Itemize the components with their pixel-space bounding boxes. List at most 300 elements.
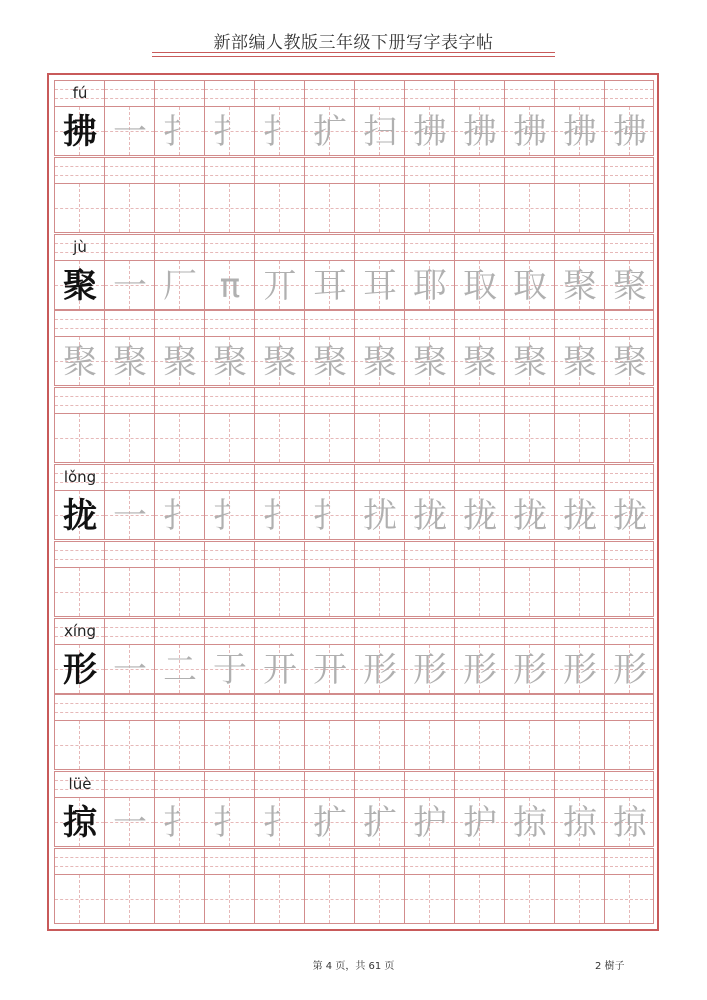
tianzige-cell (54, 874, 104, 924)
pinyin-cell (104, 694, 154, 720)
pinyin-cell (604, 694, 654, 720)
character-row (54, 797, 652, 847)
pinyin-cell (204, 310, 254, 336)
tianzige-cell (154, 874, 204, 924)
pinyin-cell (154, 618, 204, 644)
pinyin-cell (254, 234, 304, 260)
trace-character: 拢 (413, 496, 447, 536)
tianzige-cell (404, 260, 454, 310)
tianzige-cell (104, 720, 154, 770)
trace-character: 聚 (63, 342, 97, 383)
pinyin-cell (504, 771, 554, 797)
tianzige-cell (554, 490, 604, 540)
trace-character: 聚 (563, 342, 597, 383)
tianzige-cell (304, 336, 354, 386)
practice-row (54, 387, 652, 463)
tianzige-cell (504, 490, 554, 540)
tianzige-cell (404, 644, 454, 694)
trace-character: 扰 (363, 496, 397, 536)
pinyin-guide-row (54, 387, 652, 413)
tianzige-cell (54, 413, 104, 463)
trace-character: 一 (113, 265, 147, 306)
trace-character: 形 (463, 649, 497, 690)
practice-row (54, 771, 652, 847)
tianzige-cell (204, 106, 254, 156)
trace-character: π (219, 265, 241, 306)
trace-character: 形 (363, 649, 397, 690)
pinyin-cell (604, 157, 654, 183)
trace-character: 护 (463, 803, 497, 844)
pinyin-cell (204, 694, 254, 720)
pinyin-cell (104, 80, 154, 106)
pinyin-cell (304, 310, 354, 336)
character-row (54, 260, 652, 310)
practice-row (54, 848, 652, 924)
trace-character: 一 (113, 112, 147, 152)
pinyin-cell (354, 541, 404, 567)
tianzige-cell (554, 720, 604, 770)
trace-character: 聚 (613, 342, 647, 383)
pinyin-guide-row (54, 234, 652, 260)
tianzige-cell (354, 413, 404, 463)
practice-row (54, 618, 652, 694)
pinyin-cell (104, 771, 154, 797)
pinyin-label: jù (73, 237, 87, 256)
pinyin-cell (204, 157, 254, 183)
tianzige-cell (354, 106, 404, 156)
tianzige-cell (454, 413, 504, 463)
tianzige-cell (554, 797, 604, 847)
tianzige-cell (304, 413, 354, 463)
character-row (54, 720, 652, 770)
trace-character: 拢 (613, 496, 647, 536)
pinyin-cell (354, 387, 404, 413)
trace-character: 形 (613, 649, 647, 690)
tianzige-cell (254, 720, 304, 770)
trace-character: 拂 (563, 112, 597, 152)
tianzige-cell (554, 260, 604, 310)
tianzige-cell (204, 260, 254, 310)
tianzige-cell (154, 183, 204, 233)
pinyin-cell (604, 234, 654, 260)
trace-character: 聚 (413, 342, 447, 383)
pinyin-cell (554, 694, 604, 720)
pinyin-cell (104, 387, 154, 413)
pinyin-cell (154, 80, 204, 106)
trace-character: 取 (513, 265, 547, 306)
pinyin-cell (154, 694, 204, 720)
pinyin-guide-row (54, 848, 652, 874)
pinyin-cell (404, 694, 454, 720)
pinyin-cell (354, 848, 404, 874)
tianzige-cell (354, 567, 404, 617)
pinyin-cell (504, 234, 554, 260)
pinyin-cell (304, 157, 354, 183)
pinyin-cell (104, 541, 154, 567)
trace-character: 聚 (263, 342, 297, 383)
pinyin-cell (604, 618, 654, 644)
pinyin-cell (254, 541, 304, 567)
pinyin-cell (504, 387, 554, 413)
tianzige-cell (454, 336, 504, 386)
trace-character: 拢 (513, 496, 547, 536)
tianzige-cell (604, 490, 654, 540)
tianzige-cell (454, 874, 504, 924)
pinyin-cell (404, 157, 454, 183)
trace-character: 聚 (363, 342, 397, 383)
tianzige-cell (354, 720, 404, 770)
tianzige-cell (604, 874, 654, 924)
trace-character: 形 (513, 649, 547, 690)
tianzige-cell (404, 336, 454, 386)
tianzige-cell (404, 106, 454, 156)
pinyin-cell (254, 80, 304, 106)
tianzige-cell (104, 106, 154, 156)
pinyin-cell (54, 618, 104, 644)
tianzige-cell (604, 183, 654, 233)
pinyin-label: lǒng (63, 468, 97, 486)
model-character: 拢 (63, 496, 97, 536)
pinyin-cell (554, 541, 604, 567)
tianzige-cell (404, 490, 454, 540)
tianzige-cell (454, 490, 504, 540)
tianzige-cell (554, 106, 604, 156)
tianzige-cell (254, 874, 304, 924)
pinyin-cell (604, 771, 654, 797)
tianzige-cell (604, 336, 654, 386)
pinyin-cell (54, 387, 104, 413)
trace-character: 聚 (463, 342, 497, 383)
tianzige-cell (554, 413, 604, 463)
tianzige-cell (504, 413, 554, 463)
tianzige-cell (604, 644, 654, 694)
trace-character: 扫 (363, 112, 397, 152)
pinyin-cell (304, 234, 354, 260)
pinyin-cell (354, 771, 404, 797)
model-character: 拂 (63, 112, 97, 152)
trace-character: 耶 (413, 265, 447, 306)
pinyin-guide-row (54, 157, 652, 183)
pinyin-cell (54, 771, 104, 797)
tianzige-cell (204, 490, 254, 540)
pinyin-cell (454, 310, 504, 336)
pinyin-cell (254, 618, 304, 644)
pinyin-cell (404, 848, 454, 874)
tianzige-cell (404, 874, 454, 924)
trace-character: 一 (113, 803, 147, 844)
trace-character: 拂 (513, 112, 547, 152)
tianzige-cell (504, 106, 554, 156)
pinyin-cell (504, 618, 554, 644)
tianzige-cell (504, 183, 554, 233)
tianzige-cell (304, 106, 354, 156)
pinyin-cell (454, 80, 504, 106)
trace-character: 拢 (463, 496, 497, 536)
tianzige-cell (354, 874, 404, 924)
pinyin-cell (354, 157, 404, 183)
trace-character: 扌 (213, 496, 247, 536)
tianzige-cell (54, 490, 104, 540)
pinyin-cell (504, 310, 554, 336)
pinyin-cell (154, 310, 204, 336)
pinyin-cell (204, 387, 254, 413)
pinyin-cell (304, 80, 354, 106)
practice-row (54, 541, 652, 617)
pinyin-cell (204, 771, 254, 797)
trace-character: 于 (213, 649, 247, 690)
trace-character: 拂 (413, 112, 447, 152)
tianzige-cell (104, 260, 154, 310)
tianzige-cell (204, 720, 254, 770)
tianzige-cell (154, 797, 204, 847)
tianzige-cell (304, 260, 354, 310)
tianzige-cell (204, 413, 254, 463)
pinyin-cell (354, 310, 404, 336)
pinyin-cell (204, 541, 254, 567)
pinyin-cell (154, 464, 204, 490)
tianzige-cell (204, 797, 254, 847)
pinyin-cell (604, 464, 654, 490)
pinyin-cell (554, 157, 604, 183)
trace-character: 掠 (513, 803, 547, 844)
pinyin-guide-row (54, 694, 652, 720)
pinyin-cell (554, 387, 604, 413)
trace-character: 聚 (163, 342, 197, 383)
tianzige-cell (604, 567, 654, 617)
pinyin-cell (454, 541, 504, 567)
pinyin-cell (254, 157, 304, 183)
tianzige-cell (54, 183, 104, 233)
practice-row (54, 464, 652, 540)
tianzige-cell (254, 644, 304, 694)
tianzige-cell (104, 336, 154, 386)
tianzige-cell (154, 260, 204, 310)
character-row (54, 106, 652, 156)
tianzige-cell (254, 413, 304, 463)
pinyin-cell (154, 848, 204, 874)
character-row (54, 490, 652, 540)
trace-character: 聚 (213, 342, 247, 383)
trace-character: 扌 (163, 112, 197, 152)
tianzige-cell (504, 644, 554, 694)
trace-character: 取 (463, 265, 497, 306)
pinyin-cell (504, 157, 554, 183)
tianzige-cell (554, 874, 604, 924)
tianzige-cell (204, 336, 254, 386)
tianzige-cell (504, 260, 554, 310)
tianzige-cell (54, 644, 104, 694)
tianzige-cell (154, 644, 204, 694)
pinyin-cell (554, 848, 604, 874)
pinyin-cell (54, 464, 104, 490)
character-row (54, 183, 652, 233)
trace-character: 扌 (213, 112, 247, 152)
pinyin-cell (604, 848, 654, 874)
tianzige-cell (604, 260, 654, 310)
trace-character: 扩 (313, 112, 347, 152)
tianzige-cell (354, 797, 404, 847)
pinyin-cell (454, 387, 504, 413)
pinyin-cell (404, 771, 454, 797)
pinyin-cell (204, 618, 254, 644)
pinyin-cell (204, 80, 254, 106)
tianzige-cell (304, 567, 354, 617)
pinyin-cell (504, 848, 554, 874)
pinyin-cell (504, 80, 554, 106)
tianzige-cell (54, 567, 104, 617)
trace-character: 扌 (213, 803, 247, 844)
tianzige-cell (454, 644, 504, 694)
page-number: 第 4 页，共 61 页 (312, 961, 395, 972)
tianzige-cell (454, 720, 504, 770)
character-row (54, 336, 652, 386)
pinyin-cell (454, 464, 504, 490)
pinyin-cell (304, 541, 354, 567)
tianzige-cell (454, 260, 504, 310)
tianzige-cell (604, 797, 654, 847)
trace-character: 形 (413, 649, 447, 690)
trace-character: 二 (163, 649, 197, 690)
tianzige-cell (254, 260, 304, 310)
pinyin-label: xíng (63, 621, 97, 640)
trace-character: 扌 (163, 803, 197, 844)
tianzige-cell (504, 336, 554, 386)
tianzige-cell (254, 567, 304, 617)
pinyin-cell (254, 771, 304, 797)
tianzige-cell (554, 336, 604, 386)
trace-character: 一 (113, 649, 147, 690)
pinyin-cell (404, 464, 454, 490)
pinyin-cell (304, 771, 354, 797)
trace-character: 护 (413, 803, 447, 844)
tianzige-cell (354, 336, 404, 386)
tianzige-cell (454, 106, 504, 156)
pinyin-cell (104, 310, 154, 336)
tianzige-cell (604, 720, 654, 770)
pinyin-cell (204, 848, 254, 874)
pinyin-cell (354, 80, 404, 106)
tianzige-cell (104, 644, 154, 694)
tianzige-cell (354, 183, 404, 233)
tianzige-cell (354, 490, 404, 540)
trace-character: 耳 (363, 265, 397, 306)
trace-character: 扌 (263, 112, 297, 152)
pinyin-cell (54, 541, 104, 567)
pinyin-label: lüè (68, 775, 92, 794)
trace-character: 扌 (313, 496, 347, 536)
trace-character: 一 (113, 496, 147, 536)
tianzige-cell (354, 644, 404, 694)
tianzige-cell (204, 874, 254, 924)
trace-character: 扌 (263, 496, 297, 536)
tianzige-cell (154, 413, 204, 463)
pinyin-cell (354, 234, 404, 260)
pinyin-cell (454, 694, 504, 720)
pinyin-cell (554, 310, 604, 336)
pinyin-cell (354, 618, 404, 644)
tianzige-cell (554, 183, 604, 233)
pinyin-cell (554, 618, 604, 644)
tianzige-cell (404, 413, 454, 463)
pinyin-cell (404, 310, 454, 336)
character-row (54, 413, 652, 463)
tianzige-cell (304, 644, 354, 694)
page-title: 新部编人教版三年级下册写字表字帖 (213, 33, 494, 53)
pinyin-guide-row (54, 310, 652, 336)
trace-character: 扌 (263, 803, 297, 844)
pinyin-cell (554, 464, 604, 490)
pinyin-cell (354, 694, 404, 720)
trace-character: 拂 (613, 112, 647, 152)
pinyin-cell (554, 234, 604, 260)
tianzige-cell (154, 106, 204, 156)
tianzige-cell (554, 567, 604, 617)
practice-row (54, 234, 652, 310)
tianzige-cell (454, 567, 504, 617)
tianzige-cell (104, 797, 154, 847)
practice-row (54, 80, 652, 156)
title-rule-top (152, 52, 555, 53)
trace-character: 拂 (463, 112, 497, 152)
pinyin-label: fú (72, 84, 88, 102)
trace-character: 聚 (313, 342, 347, 383)
tianzige-cell (54, 336, 104, 386)
pinyin-cell (304, 694, 354, 720)
tianzige-cell (154, 567, 204, 617)
tianzige-cell (304, 720, 354, 770)
pinyin-cell (104, 618, 154, 644)
pinyin-cell (304, 464, 354, 490)
tianzige-cell (154, 336, 204, 386)
tianzige-cell (404, 797, 454, 847)
pinyin-cell (54, 80, 104, 106)
pinyin-cell (504, 464, 554, 490)
tianzige-cell (154, 490, 204, 540)
pinyin-guide-row (54, 541, 652, 567)
tianzige-cell (254, 183, 304, 233)
tianzige-cell (304, 490, 354, 540)
pinyin-cell (154, 387, 204, 413)
pinyin-cell (204, 234, 254, 260)
trace-character: 开 (313, 649, 347, 690)
tianzige-cell (354, 260, 404, 310)
pinyin-cell (54, 234, 104, 260)
tianzige-cell (254, 490, 304, 540)
pinyin-cell (604, 80, 654, 106)
tianzige-cell (504, 567, 554, 617)
pinyin-cell (104, 848, 154, 874)
practice-row (54, 310, 652, 386)
model-character: 聚 (63, 265, 97, 306)
tianzige-cell (204, 644, 254, 694)
pinyin-cell (354, 464, 404, 490)
model-character: 形 (63, 649, 97, 690)
pinyin-cell (504, 694, 554, 720)
tianzige-cell (404, 720, 454, 770)
practice-grid (54, 80, 652, 924)
trace-character: 聚 (563, 265, 597, 306)
pinyin-cell (104, 464, 154, 490)
tianzige-cell (604, 413, 654, 463)
pinyin-cell (54, 310, 104, 336)
tianzige-cell (54, 260, 104, 310)
tianzige-cell (454, 183, 504, 233)
trace-character: 掠 (563, 803, 597, 844)
trace-character: 扩 (313, 803, 347, 844)
tianzige-cell (504, 797, 554, 847)
pinyin-cell (154, 234, 204, 260)
trace-character: 聚 (113, 342, 147, 383)
